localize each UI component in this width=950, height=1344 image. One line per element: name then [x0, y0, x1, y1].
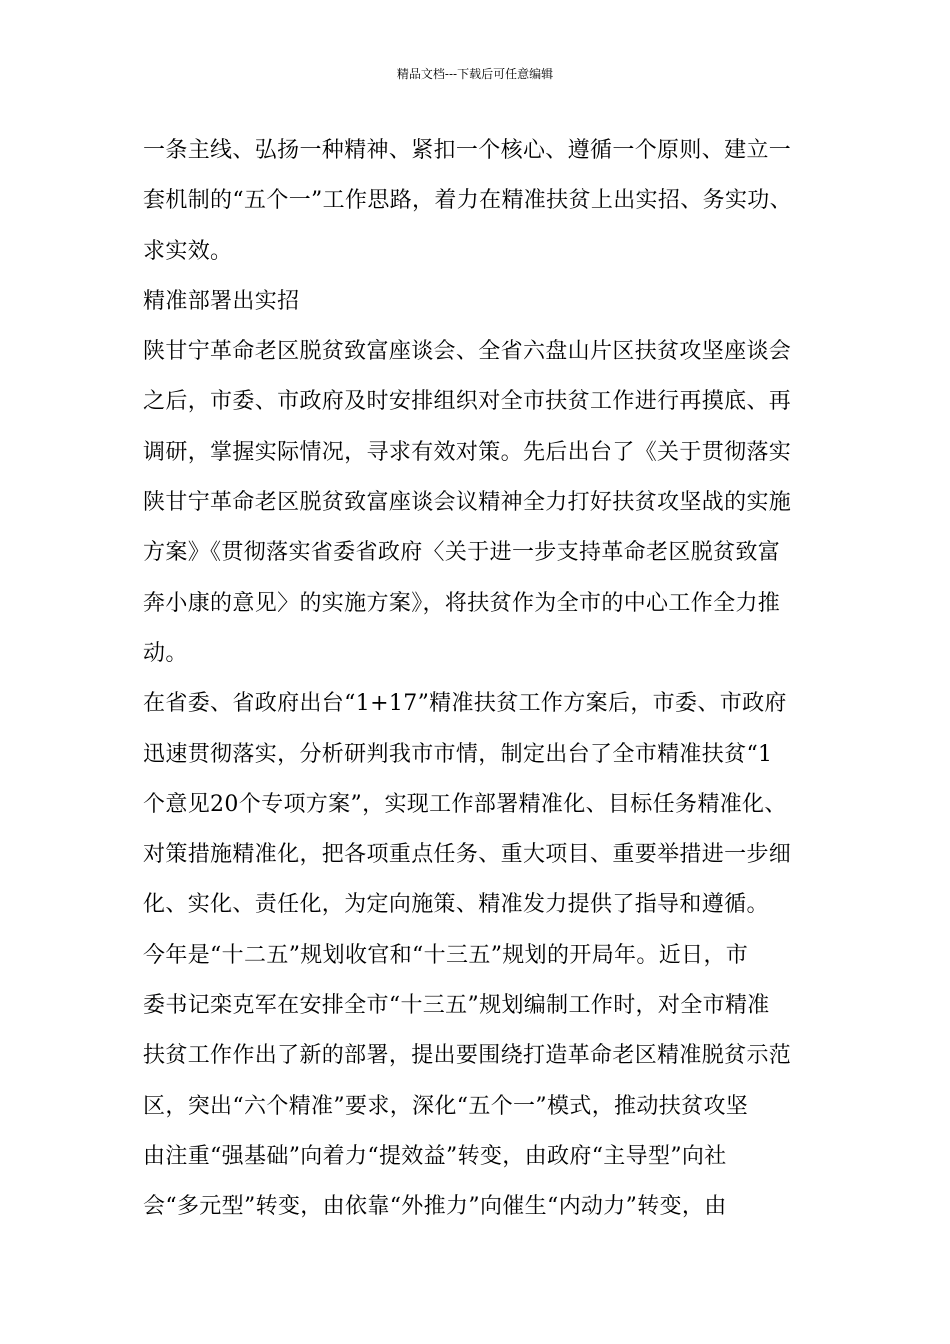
text-line: 陕甘宁革命老区脱贫致富座谈会、全省六盘山片区扶贫攻坚座谈会 [143, 339, 792, 365]
section-heading: 精准部署出实招 [143, 288, 300, 314]
text-line: 求实效。 [143, 238, 233, 264]
text-line: 方案》《贯彻落实省委省政府〈关于进一步支持革命老区脱贫致富 [143, 540, 781, 566]
text-line: 由注重“强基础”向着力“提效益”转变，由政府“主导型”向社 [143, 1143, 727, 1169]
text-line: 一条主线、弘扬一种精神、紧扣一个核心、遵循一个原则、建立一 [143, 138, 792, 163]
text-line: 化、实化、责任化，为定向施策、精准发力提供了指导和遵循。 [143, 892, 769, 918]
text-line: 动。 [143, 640, 188, 666]
text-line: 陕甘宁革命老区脱贫致富座谈会议精神全力打好扶贫攻坚战的实施 [143, 490, 792, 516]
text-line: 在省委、省政府出台“1+17”精准扶贫工作方案后，市委、市政府 [143, 691, 787, 717]
text-line: 奔小康的意见〉的实施方案》，将扶贫作为全市的中心工作全力推 [143, 590, 781, 616]
text-line: 个意见20个专项方案”，实现工作部署精准化、目标任务精准化、 [143, 791, 787, 817]
document-body [143, 126, 823, 1233]
text-line: 对策措施精准化，把各项重点任务、重大项目、重要举措进一步细 [143, 842, 792, 868]
text-line: 委书记栾克军在安排全市“十三五”规划编制工作时，对全市精准 [143, 993, 770, 1019]
text-line: 扶贫工作作出了新的部署，提出要围绕打造革命老区精准脱贫示范 [143, 1043, 792, 1069]
page-header: 精品文档---下载后可任意编辑 [396, 67, 554, 81]
text-line: 迅速贯彻落实，分析研判我市市情，制定出台了全市精准扶贫“1 [143, 741, 773, 767]
text-line: 调研，掌握实际情况，寻求有效对策。先后出台了《关于贯彻落实 [143, 439, 792, 465]
text-line: 会“多元型”转变，由依靠“外推力”向催生“内动力”转变，由 [143, 1194, 727, 1220]
text-line: 之后，市委、市政府及时安排组织对全市扶贫工作进行再摸底、再 [143, 389, 792, 415]
text-line: 区，突出“六个精准”要求，深化“五个一”模式，推动扶贫攻坚 [143, 1093, 749, 1119]
text-line: 今年是“十二五”规划收官和“十三五”规划的开局年。近日，市 [143, 942, 749, 968]
text-line: 套机制的“五个一”工作思路，着力在精准扶贫上出实招、务实功、 [143, 188, 792, 214]
